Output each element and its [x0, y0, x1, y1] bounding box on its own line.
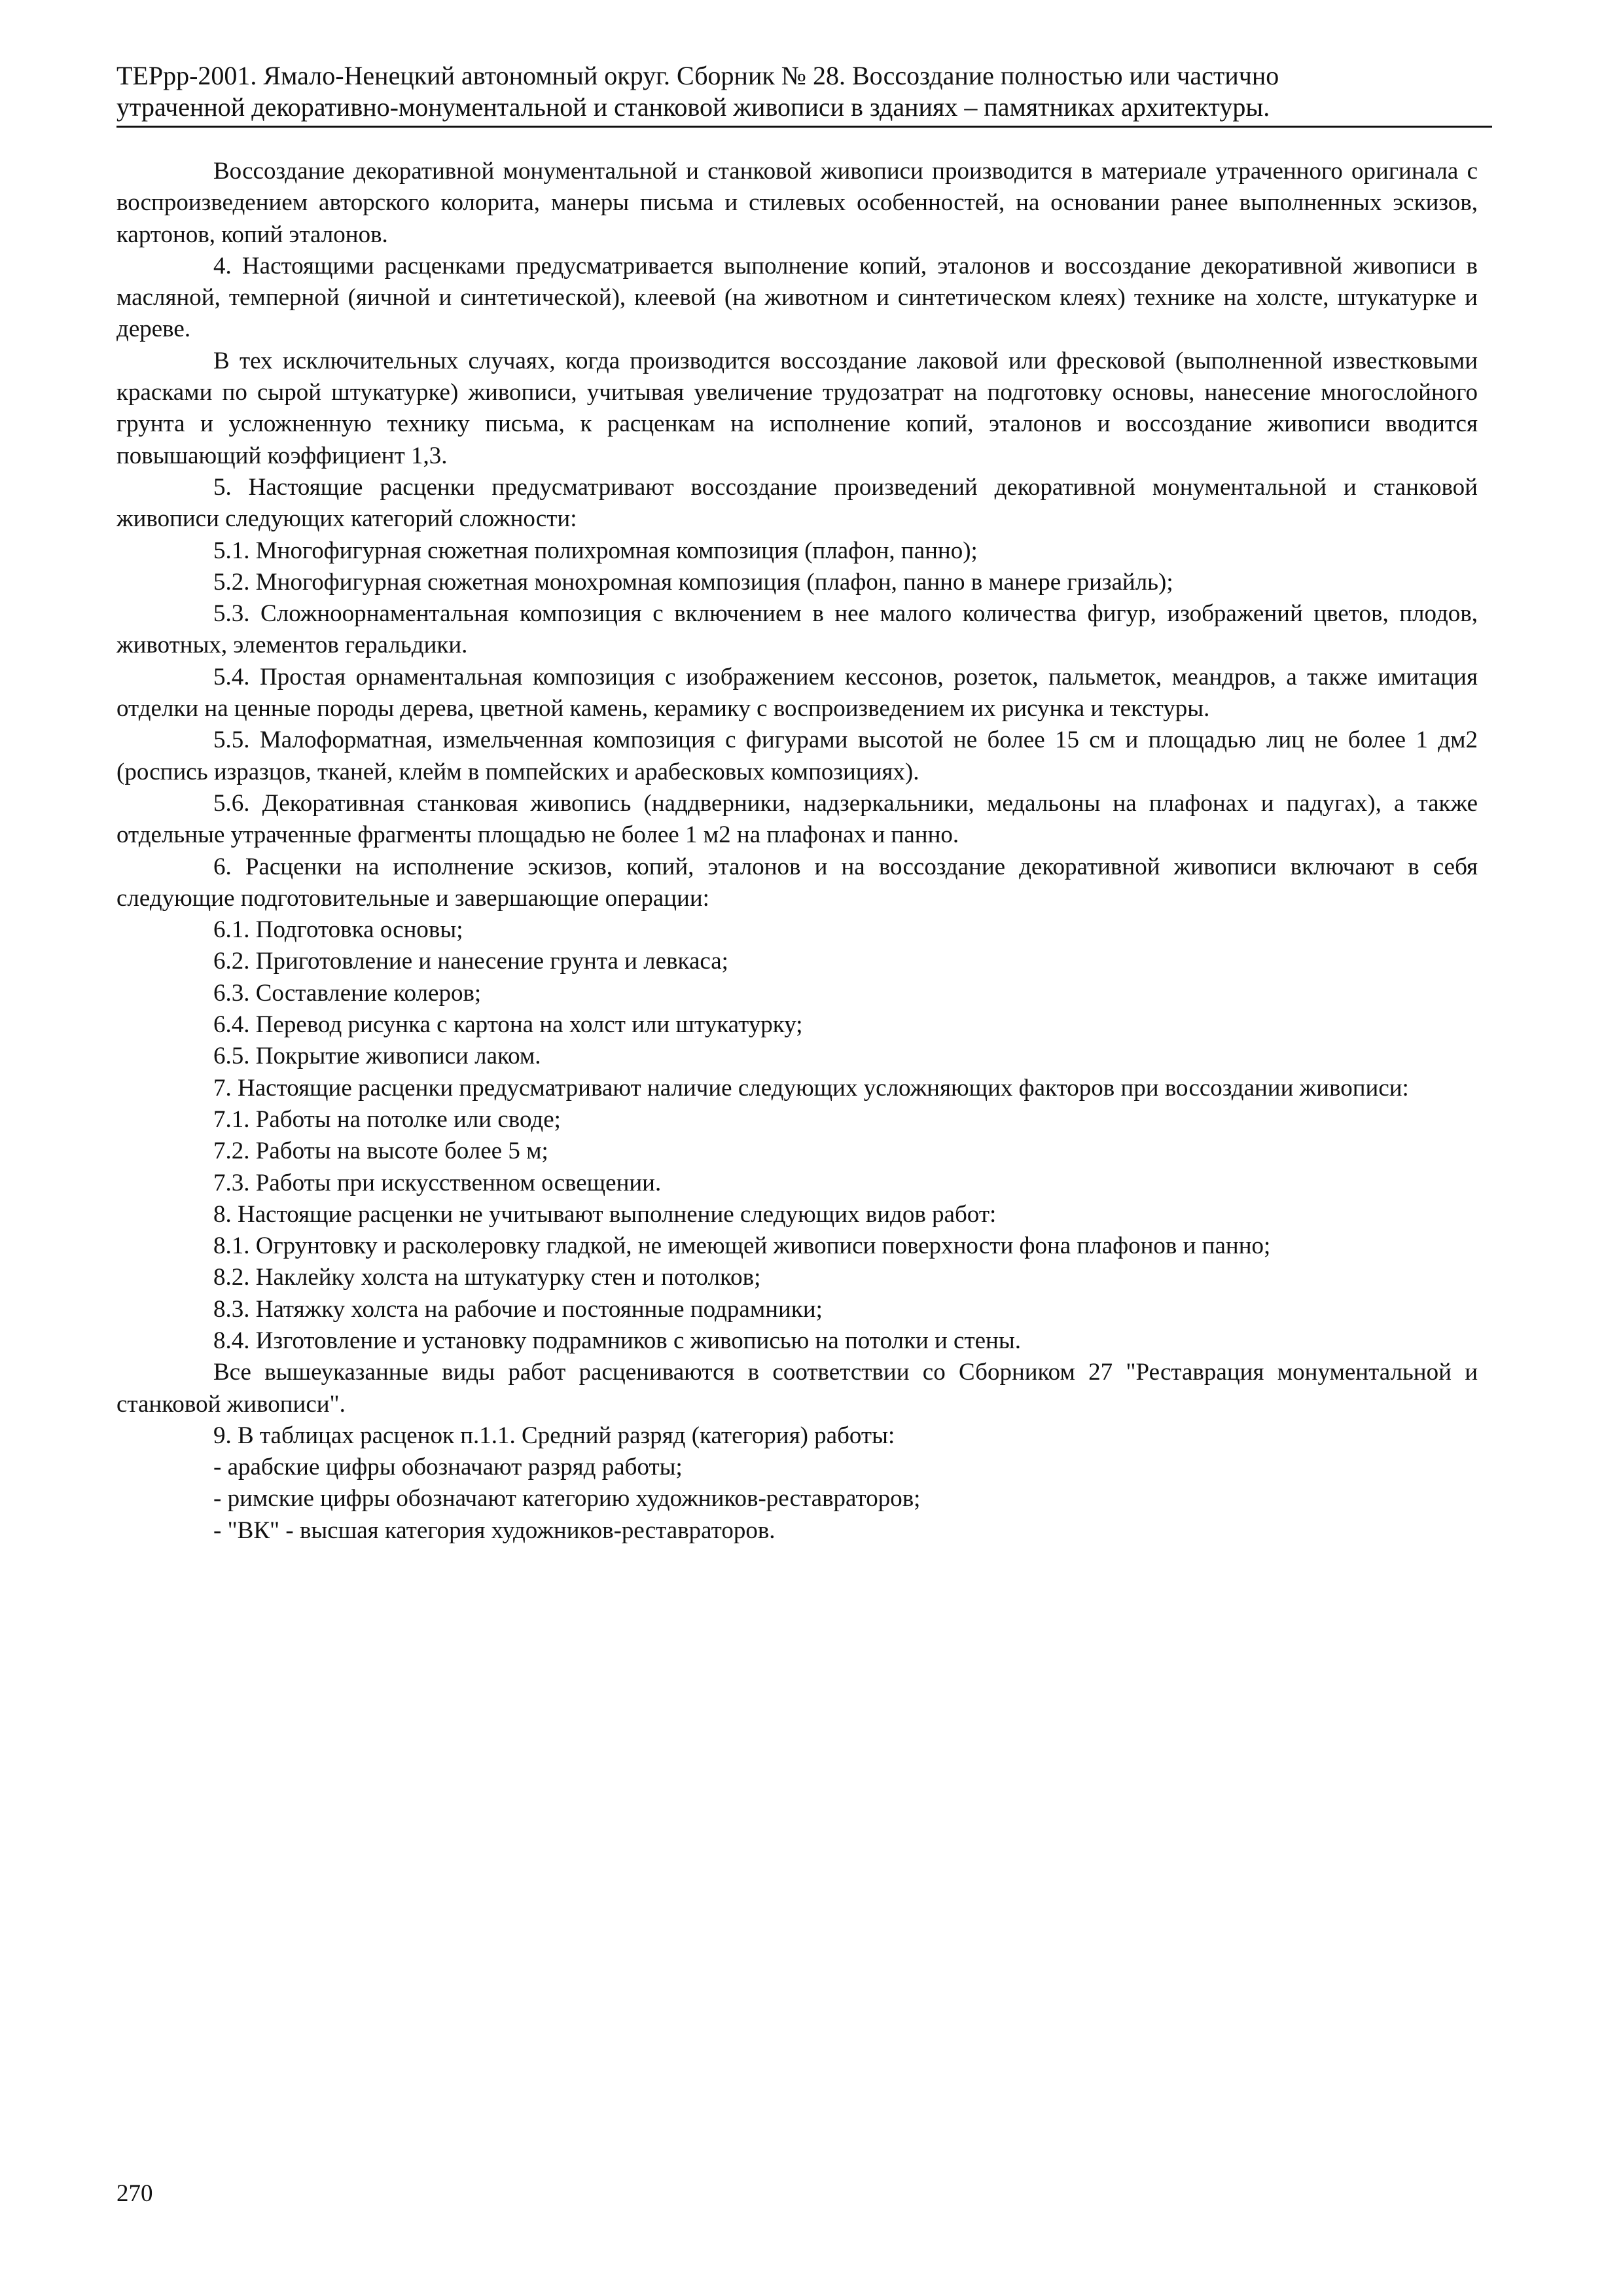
paragraph: Все вышеуказанные виды работ расцениваются в соответствии со Сборником 27 "Реставрация монументальной и станковой живописи".: [116, 1359, 1478, 1418]
list-item: 5.1. Многофигурная сюжетная полихромная композиция (плафон, панно);: [213, 537, 978, 564]
paragraph: 8. Настоящие расценки не учитывают выполнение следующих видов работ:: [213, 1200, 997, 1228]
body-text: [116, 156, 1478, 1547]
paragraph: 5. Настоящие расценки предусматривают воссоздание произведений декоративной монументальной и станковой живописи следующих категорий сложности:: [116, 473, 1478, 533]
list-item: 5.6. Декоративная станковая живопись (наддверники, надзеркальники, медальоны на плафонах и падугах), а также отдельные утраченные фрагменты площадью не более 1 м2 на плафонах и панно.: [116, 789, 1478, 849]
list-item: 5.4. Простая орнаментальная композиция с изображением кессонов, розеток, пальметок, меандров, а также имитация отделки на ценные породы дерева, цветной камень, керамику с воспроизведением их рисунка и текстуры.: [116, 663, 1478, 723]
list-item: - римские цифры обозначают категорию художников-реставраторов;: [213, 1485, 921, 1513]
list-item: 8.1. Огрунтовку и расколеровку гладкой, не имеющей живописи поверхности фона плафонов и панно;: [213, 1232, 1271, 1260]
list-item: 5.5. Малоформатная, измельченная композиция с фигурами высотой не более 15 см и площадью лиц не более 1 дм2 (роспись изразцов, тканей, клейм в помпейских и арабесковых композициях).: [116, 726, 1478, 785]
list-item: 7.2. Работы на высоте более 5 м;: [213, 1138, 548, 1165]
list-item: 6.1. Подготовка основы;: [213, 916, 463, 944]
page-number: 270: [116, 2180, 153, 2207]
list-item: - "ВК" - высшая категория художников-реставраторов.: [213, 1516, 776, 1544]
list-item: 5.2. Многофигурная сюжетная монохромная композиция (плафон, панно в манере гризайль);: [213, 568, 1173, 596]
list-item: 6.4. Перевод рисунка с картона на холст или штукатурку;: [213, 1011, 803, 1039]
paragraph: Воссоздание декоративной монументальной и станковой живописи производится в материале утраченного оригинала с воспроизведением авторского колорита, манеры письма и стилевых особенностей, на основании ранее выполненных эскизов, картонов, копий эталонов.: [116, 158, 1478, 248]
paragraph: В тех исключительных случаях, когда производится воссоздание лаковой или фресковой (выполненной известковыми красками по сырой штукатурке) живописи, учитывая увеличение трудозатрат на подготовку основы, нанесение многослойного грунта и усложненную технику письма, к расценкам на исполнение копий, эталонов и воссоздание живописи вводится повышающий коэффициент 1,3.: [116, 347, 1478, 469]
list-item: 8.3. Натяжку холста на рабочие и постоянные подрамники;: [213, 1295, 823, 1323]
list-item: 6.2. Приготовление и нанесение грунта и левкаса;: [213, 948, 728, 975]
list-item: 7.3. Работы при искусственном освещении.: [213, 1169, 662, 1196]
list-item: - арабские цифры обозначают разряд работы;: [213, 1454, 683, 1481]
list-item: 6.3. Составление колеров;: [213, 979, 482, 1007]
list-item: 8.4. Изготовление и установку подрамников с живописью на потолки и стены.: [213, 1327, 1021, 1354]
paragraph: 4. Настоящими расценками предусматривается выполнение копий, эталонов и воссоздание декоративной живописи в масляной, темперной (яичной и синтетической), клеевой (на животном и синтетическом клеях) технике на холсте, штукатурке и дереве.: [116, 252, 1478, 343]
header-line-2: утраченной декоративно-монументальной и станковой живописи в зданиях – памятниках архитектуры.: [116, 92, 1270, 122]
list-item: 6.5. Покрытие живописи лаком.: [213, 1043, 541, 1070]
list-item: 7.1. Работы на потолке или своде;: [213, 1105, 561, 1133]
list-item: 5.3. Сложноорнаментальная композиция с включением в нее малого количества фигур, изображений цветов, плодов, животных, элементов геральдики.: [116, 600, 1478, 659]
paragraph: 7. Настоящие расценки предусматривают наличие следующих усложняющих факторов при воссоздании живописи:: [213, 1074, 1409, 1102]
paragraph: 6. Расценки на исполнение эскизов, копий, эталонов и на воссоздание декоративной живописи включают в себя следующие подготовительные и завершающие операции:: [116, 853, 1478, 912]
list-item: 8.2. Наклейку холста на штукатурку стен и потолков;: [213, 1264, 761, 1291]
header-line-1: ТЕРрр-2001. Ямало-Ненецкий автономный округ. Сборник № 28. Воссоздание полностью или частично: [116, 61, 1279, 90]
running-header: [116, 60, 1492, 128]
paragraph: 9. В таблицах расценок п.1.1. Средний разряд (категория) работы:: [213, 1422, 895, 1449]
